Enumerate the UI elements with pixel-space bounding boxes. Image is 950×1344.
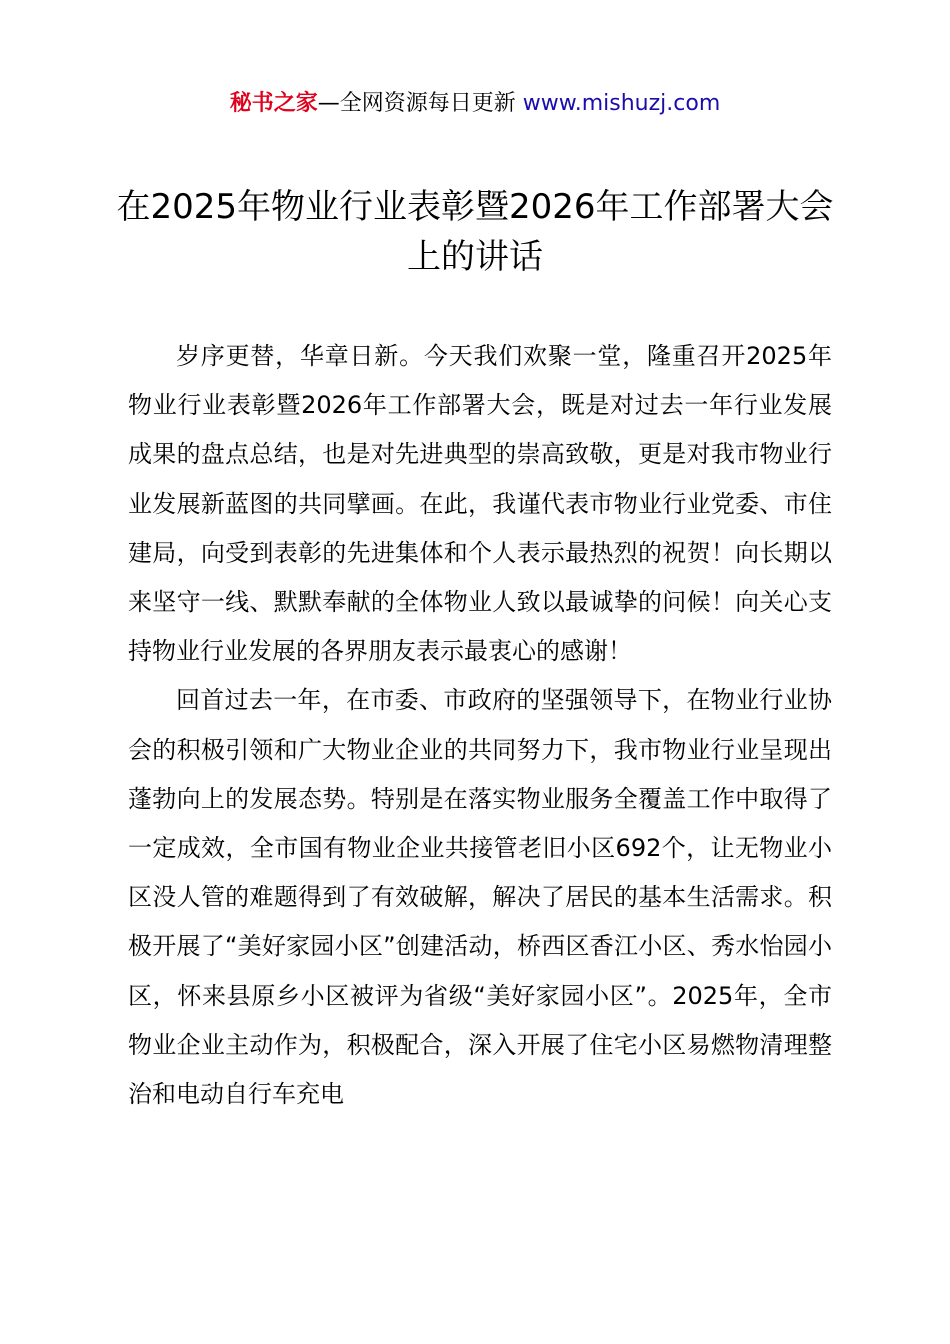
header-tagline: —全网资源每日更新 xyxy=(317,91,523,116)
paragraph: 回首过去一年，在市委、市政府的坚强领导下，在物业行业协会的积极引领和广大物业企业的共同努力下，我市物业行业呈现出蓬勃向上的发展态势。特别是在落实物业服务全覆盖工作中取得了一定成效，全市国有物业企业共接管老旧小区692个，让无物业小区没人管的难题得到了有效破解，解决了居民的基本生活需求。积极开展了“美好家园小区”创建活动，桥西区香江小区、秀水怡园小区，怀来县原乡小区被评为省级“美好家园小区”。2025年，全市物业企业主动作为，积极配合，深入开展了住宅小区易燃物清理整治和电动自行车充电 xyxy=(128,686,832,1109)
document-body xyxy=(128,332,832,1119)
paragraph: 岁序更替，华章日新。今天我们欢聚一堂，隆重召开2025年物业行业表彰暨2026年工作部署大会，既是对过去一年行业发展成果的盘点总结，也是对先进典型的崇高致敬，更是对我市物业行业发展新蓝图的共同擘画。在此，我谨代表市物业行业党委、市住建局，向受到表彰的先进集体和个人表示最热烈的祝贺！向长期以来坚守一线、默默奉献的全体物业人致以最诚挚的问候！向关心支持物业行业发展的各界朋友表示最衷心的感谢！ xyxy=(128,342,832,666)
site-url-link[interactable]: www.mishuzj.com xyxy=(522,91,721,116)
site-header xyxy=(0,88,950,120)
brand-name[interactable]: 秘书之家 xyxy=(229,91,318,116)
document-title: 在2025年物业行业表彰暨2026年工作部署大会上的讲话 xyxy=(116,187,834,277)
